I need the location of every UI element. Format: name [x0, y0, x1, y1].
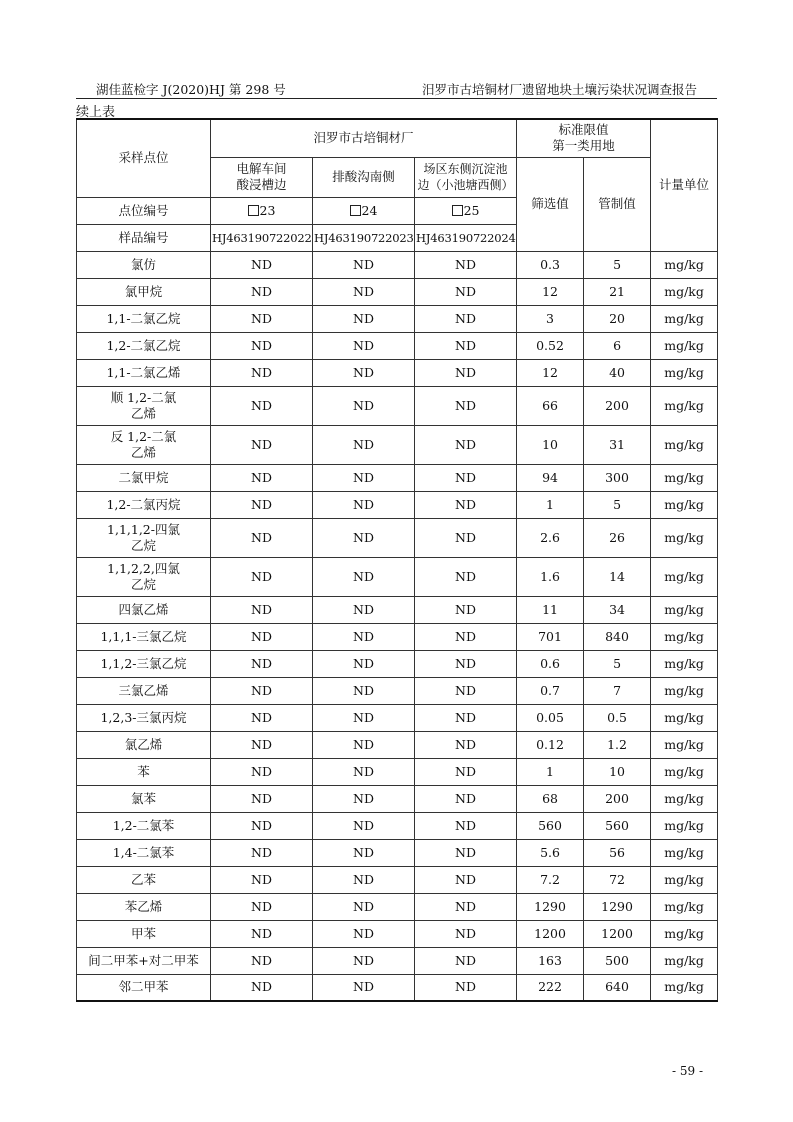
table-row [77, 278, 718, 305]
unit-value: mg/kg [651, 278, 718, 305]
result-value: ND [211, 425, 313, 464]
table-row [77, 557, 718, 596]
control-value: 5 [584, 491, 651, 518]
unit-value: mg/kg [651, 518, 718, 557]
screening-value: 1290 [517, 893, 584, 920]
analyte-name: 二氯甲烷 [77, 464, 211, 491]
checkbox-square-icon [248, 205, 259, 216]
result-value: ND [415, 518, 517, 557]
result-value: ND [211, 278, 313, 305]
screening-value: 1 [517, 758, 584, 785]
result-value: ND [415, 677, 517, 704]
sample-id: HJ463190722022 [211, 224, 313, 251]
analyte-name: 氯苯 [77, 785, 211, 812]
control-value: 31 [584, 425, 651, 464]
unit-value: mg/kg [651, 866, 718, 893]
result-value: ND [313, 425, 415, 464]
unit-value: mg/kg [651, 251, 718, 278]
screening-value: 0.7 [517, 677, 584, 704]
screening-value: 560 [517, 812, 584, 839]
analyte-name: 1,1,1,2-四氯 乙烷 [77, 518, 211, 557]
table-row [77, 359, 718, 386]
header-report-title: 汨罗市古培铜材厂遗留地块土壤污染状况调查报告 [421, 82, 697, 97]
table-row [77, 785, 718, 812]
result-value: ND [415, 278, 517, 305]
control-value: 500 [584, 947, 651, 974]
result-value: ND [211, 464, 313, 491]
analyte-name: 1,1-二氯乙烷 [77, 305, 211, 332]
site-header: 排酸沟南侧 [313, 157, 415, 197]
control-value: 200 [584, 386, 651, 425]
col-header-screen: 筛选值 [517, 157, 584, 251]
unit-value: mg/kg [651, 704, 718, 731]
screening-value: 5.6 [517, 839, 584, 866]
result-value: ND [313, 557, 415, 596]
screening-value: 0.3 [517, 251, 584, 278]
result-value: ND [211, 812, 313, 839]
result-value: ND [415, 332, 517, 359]
result-value: ND [211, 557, 313, 596]
result-value: ND [313, 386, 415, 425]
result-value: ND [211, 974, 313, 1001]
result-value: ND [211, 650, 313, 677]
result-value: ND [313, 893, 415, 920]
unit-value: mg/kg [651, 785, 718, 812]
screening-value: 1200 [517, 920, 584, 947]
result-value: ND [415, 731, 517, 758]
analyte-name: 1,2-二氯丙烷 [77, 491, 211, 518]
table-row [77, 731, 718, 758]
result-value: ND [313, 947, 415, 974]
group-header-standard: 标准限值 第一类用地 [517, 119, 651, 157]
control-value: 56 [584, 839, 651, 866]
screening-value: 12 [517, 359, 584, 386]
result-value: ND [211, 596, 313, 623]
analyte-name: 甲苯 [77, 920, 211, 947]
result-value: ND [211, 491, 313, 518]
screening-value: 66 [517, 386, 584, 425]
result-value: ND [313, 785, 415, 812]
analyte-name: 反 1,2-二氯 乙烯 [77, 425, 211, 464]
analyte-name: 1,2,3-三氯丙烷 [77, 704, 211, 731]
analyte-name: 四氯乙烯 [77, 596, 211, 623]
analyte-name: 1,2-二氯乙烷 [77, 332, 211, 359]
table-row [77, 893, 718, 920]
control-value: 21 [584, 278, 651, 305]
result-value: ND [211, 386, 313, 425]
header-rule [76, 98, 717, 99]
unit-value: mg/kg [651, 812, 718, 839]
unit-value: mg/kg [651, 425, 718, 464]
screening-value: 1.6 [517, 557, 584, 596]
control-value: 14 [584, 557, 651, 596]
sample-id: HJ463190722023 [313, 224, 415, 251]
screening-value: 68 [517, 785, 584, 812]
table-row [77, 386, 718, 425]
result-value: ND [211, 785, 313, 812]
control-value: 300 [584, 464, 651, 491]
point-id-cell [415, 197, 517, 224]
analyte-name: 苯 [77, 758, 211, 785]
page-number: - 59 - [672, 1064, 704, 1078]
analyte-name: 三氯乙烯 [77, 677, 211, 704]
control-value: 40 [584, 359, 651, 386]
result-value: ND [415, 623, 517, 650]
control-value: 5 [584, 251, 651, 278]
unit-value: mg/kg [651, 359, 718, 386]
table-row [77, 920, 718, 947]
unit-value: mg/kg [651, 332, 718, 359]
point-id-cell [313, 197, 415, 224]
result-value: ND [313, 758, 415, 785]
unit-value: mg/kg [651, 491, 718, 518]
screening-value: 94 [517, 464, 584, 491]
unit-value: mg/kg [651, 731, 718, 758]
screening-value: 163 [517, 947, 584, 974]
unit-value: mg/kg [651, 623, 718, 650]
result-value: ND [313, 866, 415, 893]
table-row [77, 464, 718, 491]
control-value: 5 [584, 650, 651, 677]
analyte-name: 顺 1,2-二氯 乙烯 [77, 386, 211, 425]
site-header: 场区东侧沉淀池 边（小池塘西侧） [415, 157, 517, 197]
table-row [77, 758, 718, 785]
result-value: ND [415, 596, 517, 623]
point-id-cell [211, 197, 313, 224]
point-id-label: 点位编号 [77, 197, 211, 224]
result-value: ND [415, 359, 517, 386]
table-row [77, 518, 718, 557]
point-id: 25 [463, 202, 480, 218]
control-value: 72 [584, 866, 651, 893]
result-value: ND [313, 251, 415, 278]
result-value: ND [313, 278, 415, 305]
control-value: 34 [584, 596, 651, 623]
result-value: ND [415, 251, 517, 278]
header-row-1 [77, 119, 718, 157]
result-value: ND [211, 704, 313, 731]
control-value: 20 [584, 305, 651, 332]
unit-value: mg/kg [651, 920, 718, 947]
result-value: ND [313, 812, 415, 839]
control-value: 1.2 [584, 731, 651, 758]
analyte-name: 1,1-二氯乙烯 [77, 359, 211, 386]
control-value: 840 [584, 623, 651, 650]
sample-id-label: 样品编号 [77, 224, 211, 251]
site-header: 电解车间 酸浸槽边 [211, 157, 313, 197]
result-value: ND [211, 518, 313, 557]
result-value: ND [313, 704, 415, 731]
unit-value: mg/kg [651, 893, 718, 920]
result-value: ND [211, 758, 313, 785]
control-value: 10 [584, 758, 651, 785]
result-value: ND [415, 893, 517, 920]
table-row [77, 677, 718, 704]
table-row [77, 305, 718, 332]
result-value: ND [415, 947, 517, 974]
control-value: 1200 [584, 920, 651, 947]
analyte-name: 氯乙烯 [77, 731, 211, 758]
analyte-name: 1,2-二氯苯 [77, 812, 211, 839]
control-value: 0.5 [584, 704, 651, 731]
checkbox-square-icon [452, 205, 463, 216]
result-value: ND [415, 839, 517, 866]
screening-value: 0.6 [517, 650, 584, 677]
result-value: ND [313, 731, 415, 758]
result-value: ND [415, 758, 517, 785]
result-value: ND [415, 812, 517, 839]
checkbox-square-icon [350, 205, 361, 216]
unit-value: mg/kg [651, 305, 718, 332]
result-value: ND [313, 518, 415, 557]
header-report-number: 湖佳蓝检字 J(2020)HJ 第 298 号 [96, 82, 286, 97]
result-value: ND [211, 332, 313, 359]
unit-value: mg/kg [651, 947, 718, 974]
analyte-name: 邻二甲苯 [77, 974, 211, 1001]
table-row [77, 623, 718, 650]
analyte-name: 苯乙烯 [77, 893, 211, 920]
table-row [77, 704, 718, 731]
analyte-name: 1,4-二氯苯 [77, 839, 211, 866]
result-value: ND [415, 920, 517, 947]
result-value: ND [313, 974, 415, 1001]
result-value: ND [415, 704, 517, 731]
result-value: ND [415, 386, 517, 425]
table-row [77, 332, 718, 359]
table-row [77, 812, 718, 839]
result-value: ND [211, 920, 313, 947]
analyte-name: 1,1,1-三氯乙烷 [77, 623, 211, 650]
control-value: 640 [584, 974, 651, 1001]
result-value: ND [415, 464, 517, 491]
screening-value: 0.12 [517, 731, 584, 758]
result-value: ND [211, 305, 313, 332]
screening-value: 2.6 [517, 518, 584, 557]
result-value: ND [313, 464, 415, 491]
result-value: ND [415, 866, 517, 893]
result-value: ND [211, 839, 313, 866]
point-id: 24 [361, 202, 378, 218]
group-header-site: 汨罗市古培铜材厂 [211, 119, 517, 157]
control-value: 6 [584, 332, 651, 359]
col-header-point: 采样点位 [77, 119, 211, 197]
result-value: ND [313, 332, 415, 359]
unit-value: mg/kg [651, 596, 718, 623]
unit-value: mg/kg [651, 386, 718, 425]
sample-id: HJ463190722024 [415, 224, 517, 251]
control-value: 7 [584, 677, 651, 704]
col-header-unit: 计量单位 [651, 119, 718, 251]
analyte-name: 氯仿 [77, 251, 211, 278]
continued-label: 续上表 [76, 105, 116, 120]
table-row [77, 650, 718, 677]
result-value: ND [211, 947, 313, 974]
result-value: ND [415, 557, 517, 596]
result-value: ND [415, 305, 517, 332]
result-value: ND [211, 866, 313, 893]
result-value: ND [211, 893, 313, 920]
unit-value: mg/kg [651, 839, 718, 866]
screening-value: 1 [517, 491, 584, 518]
result-value: ND [415, 491, 517, 518]
result-value: ND [313, 677, 415, 704]
control-value: 560 [584, 812, 651, 839]
screening-value: 12 [517, 278, 584, 305]
results-table [76, 118, 718, 1002]
table-row [77, 251, 718, 278]
table-row [77, 974, 718, 1001]
screening-value: 3 [517, 305, 584, 332]
result-value: ND [415, 785, 517, 812]
control-value: 26 [584, 518, 651, 557]
unit-value: mg/kg [651, 650, 718, 677]
result-value: ND [313, 920, 415, 947]
table-row [77, 866, 718, 893]
unit-value: mg/kg [651, 974, 718, 1001]
screening-value: 10 [517, 425, 584, 464]
point-id: 23 [259, 202, 276, 218]
result-value: ND [211, 677, 313, 704]
result-value: ND [415, 425, 517, 464]
result-value: ND [313, 359, 415, 386]
result-value: ND [313, 623, 415, 650]
col-header-control: 管制值 [584, 157, 651, 251]
analyte-name: 间二甲苯+对二甲苯 [77, 947, 211, 974]
table-row [77, 491, 718, 518]
result-value: ND [313, 491, 415, 518]
result-value: ND [313, 839, 415, 866]
result-value: ND [415, 974, 517, 1001]
result-value: ND [211, 251, 313, 278]
result-value: ND [211, 359, 313, 386]
control-value: 200 [584, 785, 651, 812]
result-value: ND [313, 596, 415, 623]
analyte-name: 乙苯 [77, 866, 211, 893]
result-value: ND [313, 305, 415, 332]
control-value: 1290 [584, 893, 651, 920]
unit-value: mg/kg [651, 758, 718, 785]
unit-value: mg/kg [651, 677, 718, 704]
analyte-name: 1,1,2,2,四氯 乙烷 [77, 557, 211, 596]
table-row [77, 839, 718, 866]
screening-value: 7.2 [517, 866, 584, 893]
table-row [77, 425, 718, 464]
screening-value: 701 [517, 623, 584, 650]
result-value: ND [313, 650, 415, 677]
unit-value: mg/kg [651, 557, 718, 596]
table-row [77, 947, 718, 974]
result-value: ND [211, 731, 313, 758]
screening-value: 11 [517, 596, 584, 623]
screening-value: 0.05 [517, 704, 584, 731]
screening-value: 0.52 [517, 332, 584, 359]
result-value: ND [211, 623, 313, 650]
screening-value: 222 [517, 974, 584, 1001]
analyte-name: 氯甲烷 [77, 278, 211, 305]
analyte-name: 1,1,2-三氯乙烷 [77, 650, 211, 677]
result-value: ND [415, 650, 517, 677]
unit-value: mg/kg [651, 464, 718, 491]
table-row [77, 596, 718, 623]
